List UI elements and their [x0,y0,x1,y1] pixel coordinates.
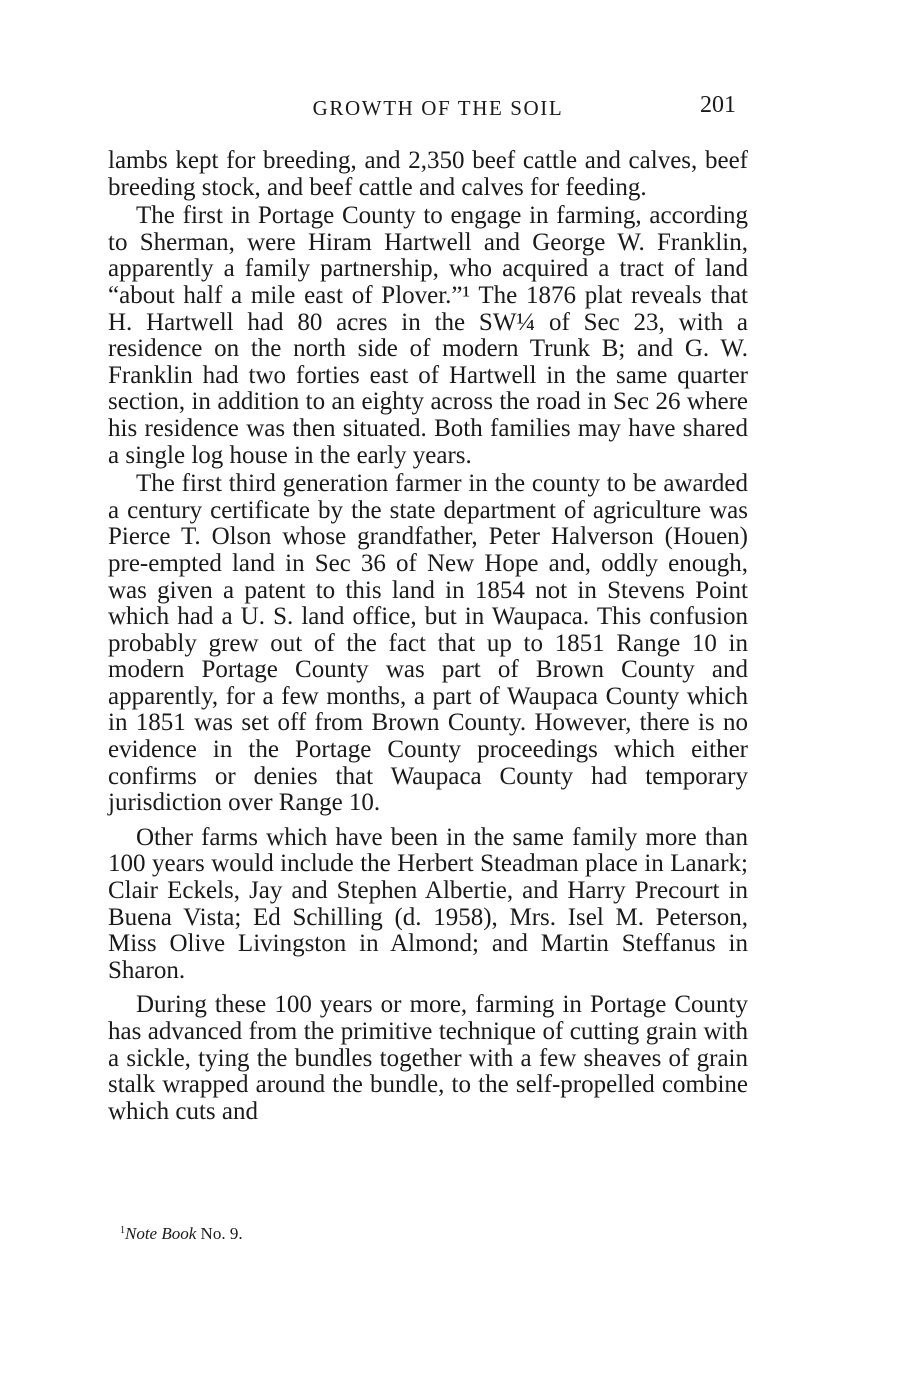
body-text [108,148,748,1125]
paragraph-continued: lambs kept for breeding, and 2,350 beef cattle and calves, beef breeding stock, and beef cattle and calves for feeding. [108,147,748,201]
footnote-source-title: Note Book [125,1224,197,1243]
paragraph-first-farmers: The first in Portage County to engage in farming, according to Sherman, were Hiram Hartwell and George W. Franklin, apparently a family partnership, who acquired a tract of land “about half a mile east of Plover.”¹ The 1876 plat reveals that H. Hartwell had 80 acres in the SW¼ of Sec 23, with a residence on the north side of modern Trunk B; and G. W. Franklin had two forties east of Hartwell in the same quarter section, in addition to an eighty across the road in Sec 26 where his residence was then situated. Both families may have shared a single log house in the early years. [108,202,748,469]
paragraph-century-farms: Other farms which have been in the same family more than 100 years would include the Herbert Steadman place in Lanark; Clair Eckels, Jay and Stephen Albertie, and Harry Precourt in Buena Vista; Ed Schilling (d. 1958), Mrs. Isel M. Peterson, Miss Olive Livingston in Almond; and Martin Steffanus in Sharon. [108,823,748,984]
page-number: 201 [700,92,736,118]
footnote-marker: 1 [120,1225,125,1236]
running-head [108,92,748,130]
paragraph-farming-advances: During these 100 years or more, farming in Portage County has advanced from the primitive technique of cutting grain with a sickle, tying the bundles together with a few sheaves of grain stalk wrapped around the bundle, to the self-propelled combine which cuts and [108,991,748,1125]
footnote [120,1224,243,1244]
running-title: GROWTH OF THE SOIL [312,96,564,120]
paragraph-century-certificate: The first third generation farmer in the county to be awarded a century certificate by the state department of agriculture was Pierce T. Olson whose grandfather, Peter Halverson (Houen) pre-empted land in Sec 36 of New Hope and, oddly enough, was given a patent to this land in 1854 not in Stevens Point which had a U. S. land office, but in Waupaca. This confusion probably grew out of the fact that up to 1851 Range 10 in modern Portage County was part of Brown County and apparently, for a few months, a part of Waupaca County which in 1851 was set off from Brown County. However, there is no evidence in the Portage County proceedings which either confirms or denies that Waupaca County had temporary jurisdiction over Range 10. [108,470,748,817]
footnote-detail: No. 9. [196,1224,243,1243]
